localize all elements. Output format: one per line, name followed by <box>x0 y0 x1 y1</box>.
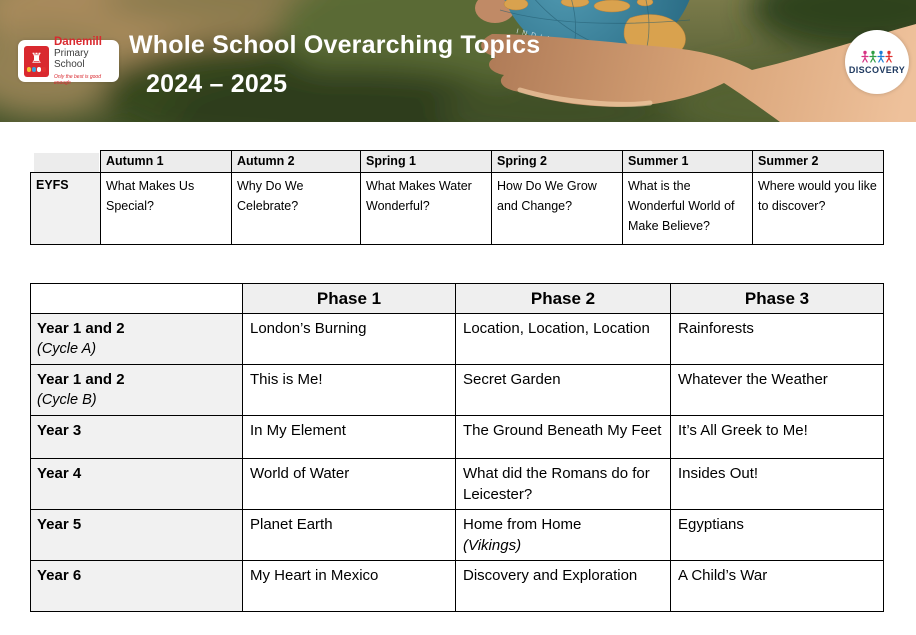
eyfs-topic-spring-1: What Makes Water Wonderful? <box>361 172 492 244</box>
header-autumn-1: Autumn 1 <box>101 151 232 173</box>
header-summer-2: Summer 2 <box>753 151 884 173</box>
topic-cell: Planet Earth <box>243 510 456 561</box>
eyfs-corner-cell <box>31 151 101 173</box>
header-phase-3: Phase 3 <box>671 284 884 314</box>
eyfs-topic-summer-2: Where would you like to discover? <box>753 172 884 244</box>
eyfs-topic-spring-2: How Do We Grow and Change? <box>492 172 623 244</box>
phase-corner-cell <box>31 284 243 314</box>
topic-cell: It’s All Greek to Me! <box>671 416 884 459</box>
eyfs-topic-autumn-2: Why Do We Celebrate? <box>232 172 361 244</box>
eyfs-topic-summer-1: What is the Wonderful World of Make Believe? <box>623 172 753 244</box>
header-summer-1: Summer 1 <box>623 151 753 173</box>
eyfs-topics-table <box>30 150 884 245</box>
header-phase-1: Phase 1 <box>243 284 456 314</box>
eyfs-header-row <box>31 151 884 173</box>
topic-cell: Egyptians <box>671 510 884 561</box>
topic-cell: The Ground Beneath My Feet <box>456 416 671 459</box>
eyfs-row-label: EYFS <box>31 172 101 244</box>
header-spring-1: Spring 1 <box>361 151 492 173</box>
discovery-logo-badge <box>845 30 909 94</box>
school-crest-icon <box>24 46 49 77</box>
school-subtitle: Primary School <box>54 48 89 70</box>
row-label: Year 1 and 2 (Cycle B) <box>31 365 243 416</box>
discovery-figures-icon <box>860 50 894 64</box>
row-label: Year 6 <box>31 561 243 612</box>
header-spring-2: Spring 2 <box>492 151 623 173</box>
topic-cell: In My Element <box>243 416 456 459</box>
banner <box>0 0 916 122</box>
phase-topics-table <box>30 283 884 612</box>
topic-cell: This is Me! <box>243 365 456 416</box>
topic-cell: What did the Romans do for Leicester? <box>456 459 671 510</box>
topic-cell: Secret Garden <box>456 365 671 416</box>
topic-cell: My Heart in Mexico <box>243 561 456 612</box>
table-row-year-6 <box>31 561 884 612</box>
table-row-year-1-2-cycle-b <box>31 365 884 416</box>
topic-cell: Location, Location, Location <box>456 314 671 365</box>
castle-icon: ♜ <box>30 49 43 66</box>
page-title: Whole School Overarching Topics <box>129 31 541 59</box>
topic-cell: Insides Out! <box>671 459 884 510</box>
table-row-year-4 <box>31 459 884 510</box>
row-label: Year 5 <box>31 510 243 561</box>
topic-cell: Discovery and Exploration <box>456 561 671 612</box>
topic-cell: Rainforests <box>671 314 884 365</box>
school-name: Danemill <box>54 36 102 48</box>
eyfs-topic-autumn-1: What Makes Us Special? <box>101 172 232 244</box>
header-autumn-2: Autumn 2 <box>232 151 361 173</box>
banner-photo <box>0 0 916 122</box>
trust-name: DISCOVERY <box>848 64 906 75</box>
table-row-year-3 <box>31 416 884 459</box>
table-row-year-1-2-cycle-a <box>31 314 884 365</box>
row-label: Year 4 <box>31 459 243 510</box>
header-phase-2: Phase 2 <box>456 284 671 314</box>
topic-cell: Whatever the Weather <box>671 365 884 416</box>
eyfs-row <box>31 172 884 244</box>
phase-header-row <box>31 284 884 314</box>
school-logo-badge <box>18 36 119 86</box>
topic-cell: World of Water <box>243 459 456 510</box>
topic-cell: Home from Home (Vikings) <box>456 510 671 561</box>
topic-cell: A Child’s War <box>671 561 884 612</box>
row-label: Year 3 <box>31 416 243 459</box>
page-subtitle-years: 2024 – 2025 <box>146 70 288 98</box>
table-row-year-5 <box>31 510 884 561</box>
row-label: Year 1 and 2 (Cycle A) <box>31 314 243 365</box>
school-tagline: Only the best is good enough <box>54 74 101 86</box>
children-figures-icon <box>27 67 46 72</box>
topic-cell: London’s Burning <box>243 314 456 365</box>
